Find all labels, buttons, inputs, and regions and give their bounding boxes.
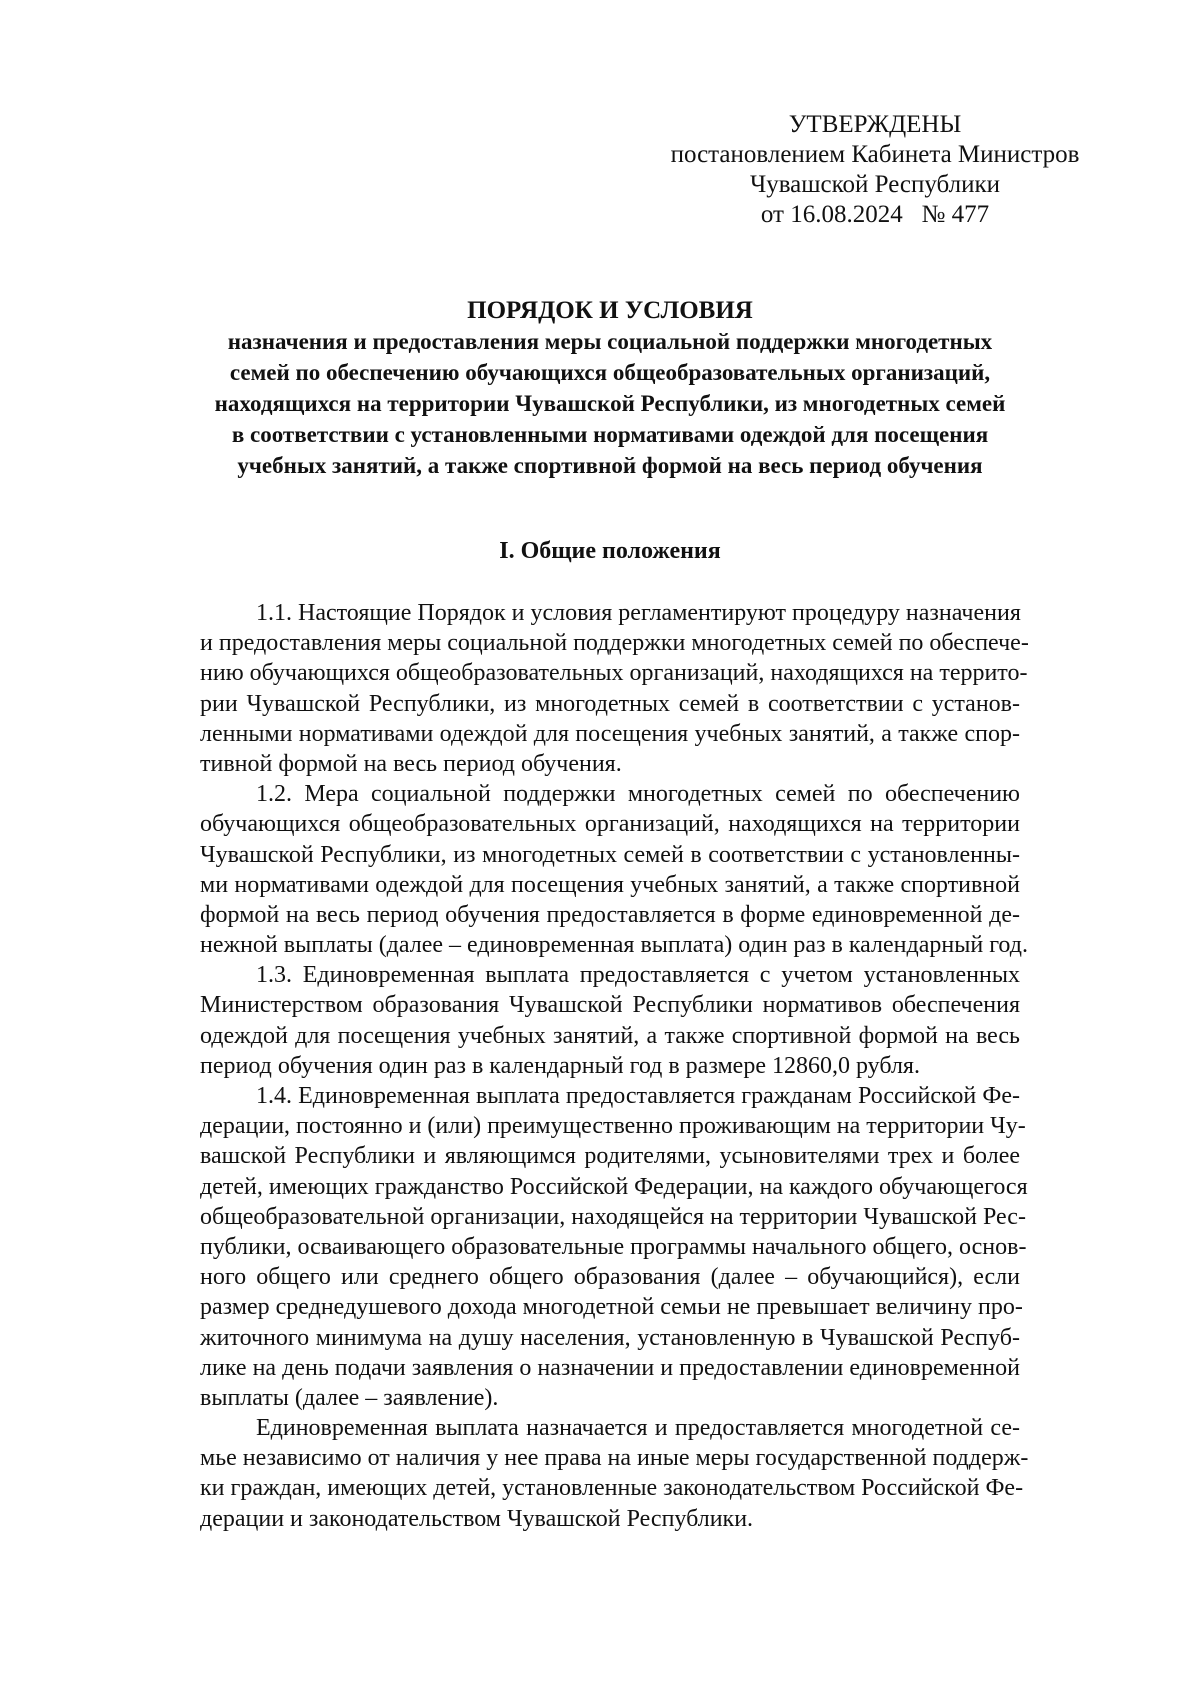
paragraph-line: 1.4. Единовременная выплата предоставляется гражданам Российской Фе- — [256, 1083, 1020, 1109]
paragraph-line: Министерством образования Чувашской Республики нормативов обеспечения — [200, 992, 1020, 1019]
paragraph-line: лике на день подачи заявления о назначении и предоставлении единовременной — [200, 1354, 1020, 1381]
subtitle-line: назначения и предоставления меры социальной поддержки многодетных — [227, 329, 993, 354]
paragraph-line: 1.2. Мера социальной поддержки многодетных семей по обеспечению — [256, 781, 1020, 808]
paragraph — [200, 598, 1029, 779]
subtitle-line: семей по обеспечению обучающихся общеобразовательных организаций, — [229, 360, 991, 385]
paragraph-line: рии Чувашской Республики, из многодетных семей в соответствии с установ- — [200, 690, 1020, 717]
paragraph — [200, 1081, 1028, 1413]
paragraph-line: вашской Республики и являющимся родителями, усыновителями трех и более — [200, 1143, 1020, 1170]
approval-line: от 16.08.2024 № 477 — [760, 201, 990, 228]
paragraph-line: одеждой для посещения учебных занятий, а также спортивной формой на весь — [200, 1022, 1020, 1049]
paragraph-line: нию обучающихся общеобразовательных организаций, находящихся на террито- — [200, 660, 1028, 687]
section-heading: I. Общие положения — [499, 538, 721, 564]
paragraph-line: мье независимо от наличия у нее права на иные меры государственной поддерж- — [200, 1445, 1029, 1472]
paragraph-line: детей, имеющих гражданство Российской Федерации, на каждого обучающегося — [200, 1173, 1028, 1200]
paragraph-line: период обучения один раз в календарный год в размере 12860,0 рубля. — [200, 1052, 920, 1079]
paragraph-line: выплаты (далее – заявление). — [200, 1384, 499, 1411]
subtitle-line: в соответствии с установленными нормативами одеждой для посещения — [231, 422, 989, 447]
approval-line: УТВЕРЖДЕНЫ — [788, 111, 962, 138]
paragraph-line: и предоставления меры социальной поддержки многодетных семей по обеспече- — [200, 630, 1029, 657]
paragraph-line: ми нормативами одеждой для посещения учебных занятий, а также спортивной — [200, 871, 1020, 898]
paragraph — [200, 1413, 1029, 1534]
paragraph-line: нежной выплаты (далее – единовременная выплата) один раз в календарный год. — [200, 932, 1028, 959]
paragraph-line: Единовременная выплата назначается и предоставляется многодетной се- — [256, 1415, 1020, 1442]
paragraph-line: житочного минимума на душу населения, установленную в Чувашской Респуб- — [200, 1324, 1020, 1351]
subtitle-line: находящихся на территории Чувашской Республики, из многодетных семей — [214, 391, 1006, 416]
approval-line: Чувашской Республики — [749, 171, 1001, 198]
subtitle-line: учебных занятий, а также спортивной формой на весь период обучения — [237, 453, 983, 478]
paragraph-line: формой на весь период обучения предоставляется в форме единовременной де- — [200, 901, 1020, 928]
document-subtitle — [200, 326, 1020, 481]
paragraph-line: Чувашской Республики, из многодетных семей в соответствии с установленны- — [200, 841, 1020, 868]
paragraph-line: тивной формой на весь период обучения. — [200, 750, 622, 777]
approval-line: постановлением Кабинета Министров — [670, 141, 1080, 168]
paragraph-line: общеобразовательной организации, находящейся на территории Чувашской Рес- — [200, 1203, 1026, 1230]
paragraph — [200, 779, 1028, 960]
paragraph-line: дерации и законодательством Чувашской Республики. — [200, 1505, 754, 1532]
paragraph-line: ленными нормативами одеждой для посещения учебных занятий, а также спор- — [200, 720, 1020, 747]
document-body — [200, 598, 1029, 1534]
paragraph-line: ки граждан, имеющих детей, установленные законодательством Российской Фе- — [200, 1475, 1024, 1502]
document-title: ПОРЯДОК И УСЛОВИЯ — [467, 297, 753, 324]
paragraph-line: публики, осваивающего образовательные программы начального общего, основ- — [200, 1233, 1027, 1260]
paragraph — [200, 960, 1020, 1081]
paragraph-line: 1.1. Настоящие Порядок и условия регламентируют процедуру назначения — [256, 600, 1021, 626]
document-title-block — [200, 296, 1020, 481]
paragraph-line: 1.3. Единовременная выплата предоставляется с учетом установленных — [256, 962, 1020, 989]
paragraph-line: обучающихся общеобразовательных организаций, находящихся на территории — [200, 811, 1020, 838]
paragraph-line: дерации, постоянно и (или) преимущественно проживающим на территории Чу- — [200, 1113, 1026, 1140]
paragraph-line: размер среднедушевого дохода многодетной семьи не превышает величину про- — [200, 1294, 1023, 1321]
approval-stamp — [650, 110, 1100, 230]
paragraph-line: ного общего или среднего общего образования (далее – обучающийся), если — [200, 1264, 1020, 1291]
